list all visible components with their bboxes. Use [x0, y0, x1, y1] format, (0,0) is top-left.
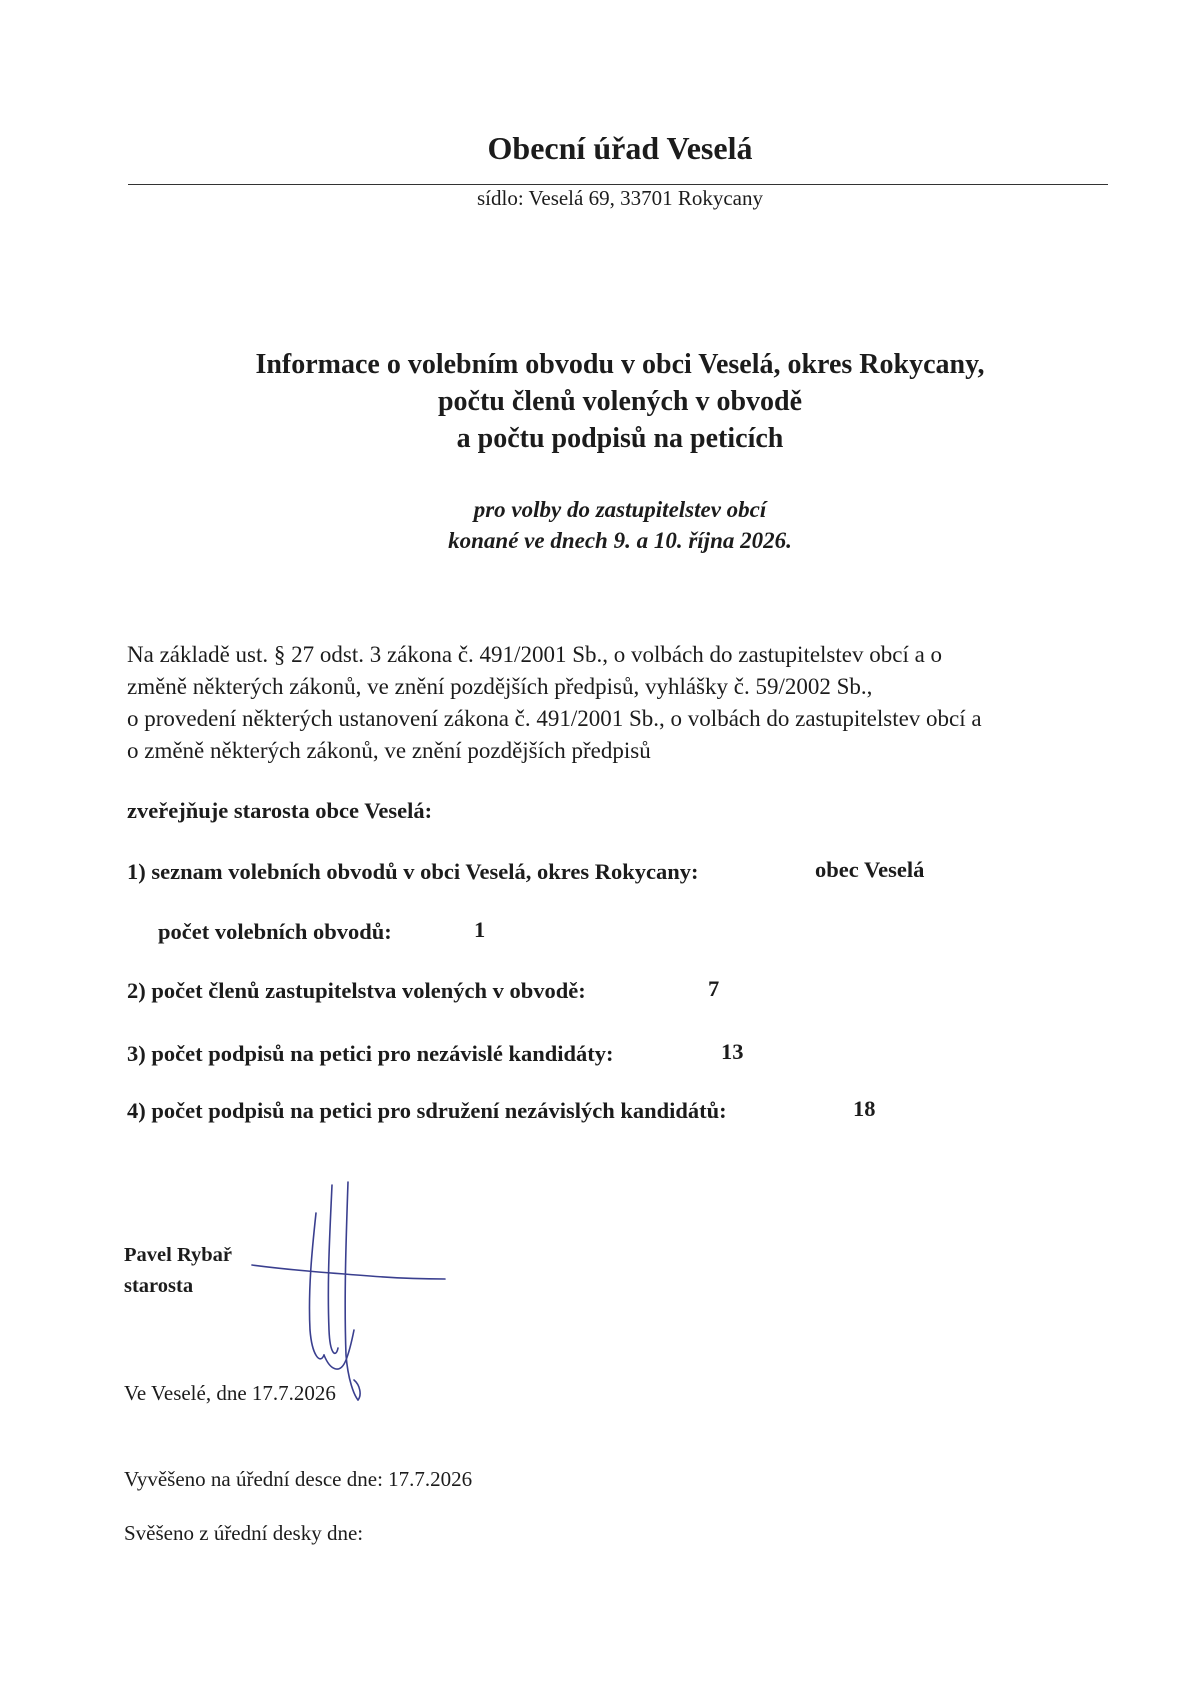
- legal-basis-line-2: změně některých zákonů, ve znění pozdějších předpisů, vyhlášky č. 59/2002 Sb.,: [127, 674, 873, 699]
- districts-label: počet volebních obvodů:: [158, 919, 392, 944]
- legal-basis-line-4: o změně některých zákonů, ve znění pozdějších předpisů: [127, 738, 651, 763]
- dated-line: Ve Veselé, dne 17.7.2026: [124, 1381, 336, 1405]
- subtitle-line-1: pro volby do zastupitelstev obcí: [473, 497, 767, 522]
- title-line-2: počtu členů volených v obvodě: [437, 386, 803, 417]
- header-rule: [128, 184, 1108, 185]
- signatory-name: Pavel Rybař: [124, 1244, 233, 1266]
- item-4-label: 4) počet podpisů na petici pro sdružení nezávislých kandidátů:: [127, 1098, 727, 1123]
- item-4-value: 18: [853, 1096, 876, 1121]
- item-2-label: 2) počet členů zastupitelstva volených v obvodě:: [127, 978, 586, 1003]
- office-seat: sídlo: Veselá 69, 33701 Rokycany: [476, 186, 763, 210]
- item-1-label: 1) seznam volebních obvodů v obci Veselá, okres Rokycany:: [127, 859, 699, 884]
- handwritten-signature: [250, 1180, 450, 1410]
- office-name: Obecní úřad Veselá: [487, 130, 753, 166]
- districts-value: 1: [474, 917, 486, 942]
- title-line-3: a počtu podpisů na peticích: [456, 423, 784, 454]
- subtitle-line-2: konané ve dnech 9. a 10. října 2026.: [448, 528, 792, 553]
- item-3-label: 3) počet podpisů na petici pro nezávislé kandidáty:: [127, 1041, 614, 1066]
- legal-basis-line-1: Na základě ust. § 27 odst. 3 zákona č. 491/2001 Sb., o volbách do zastupitelstev obcí a o: [127, 642, 943, 667]
- posted-line: Vyvěšeno na úřední desce dne: 17.7.2026: [124, 1467, 473, 1491]
- item-3-value: 13: [721, 1039, 744, 1064]
- item-2-value: 7: [708, 976, 720, 1001]
- legal-basis-line-3: o provedení některých ustanovení zákona č. 491/2001 Sb., o volbách do zastupitelstev obcí a: [127, 706, 982, 731]
- removed-line: Svěšeno z úřední desky dne:: [124, 1521, 364, 1545]
- signatory-role: starosta: [124, 1275, 194, 1297]
- title-line-1: Informace o volebním obvodu v obci Veselá, okres Rokycany,: [255, 349, 985, 380]
- item-1-value: obec Veselá: [815, 857, 925, 882]
- publishes-statement: zveřejňuje starosta obce Veselá:: [127, 798, 433, 823]
